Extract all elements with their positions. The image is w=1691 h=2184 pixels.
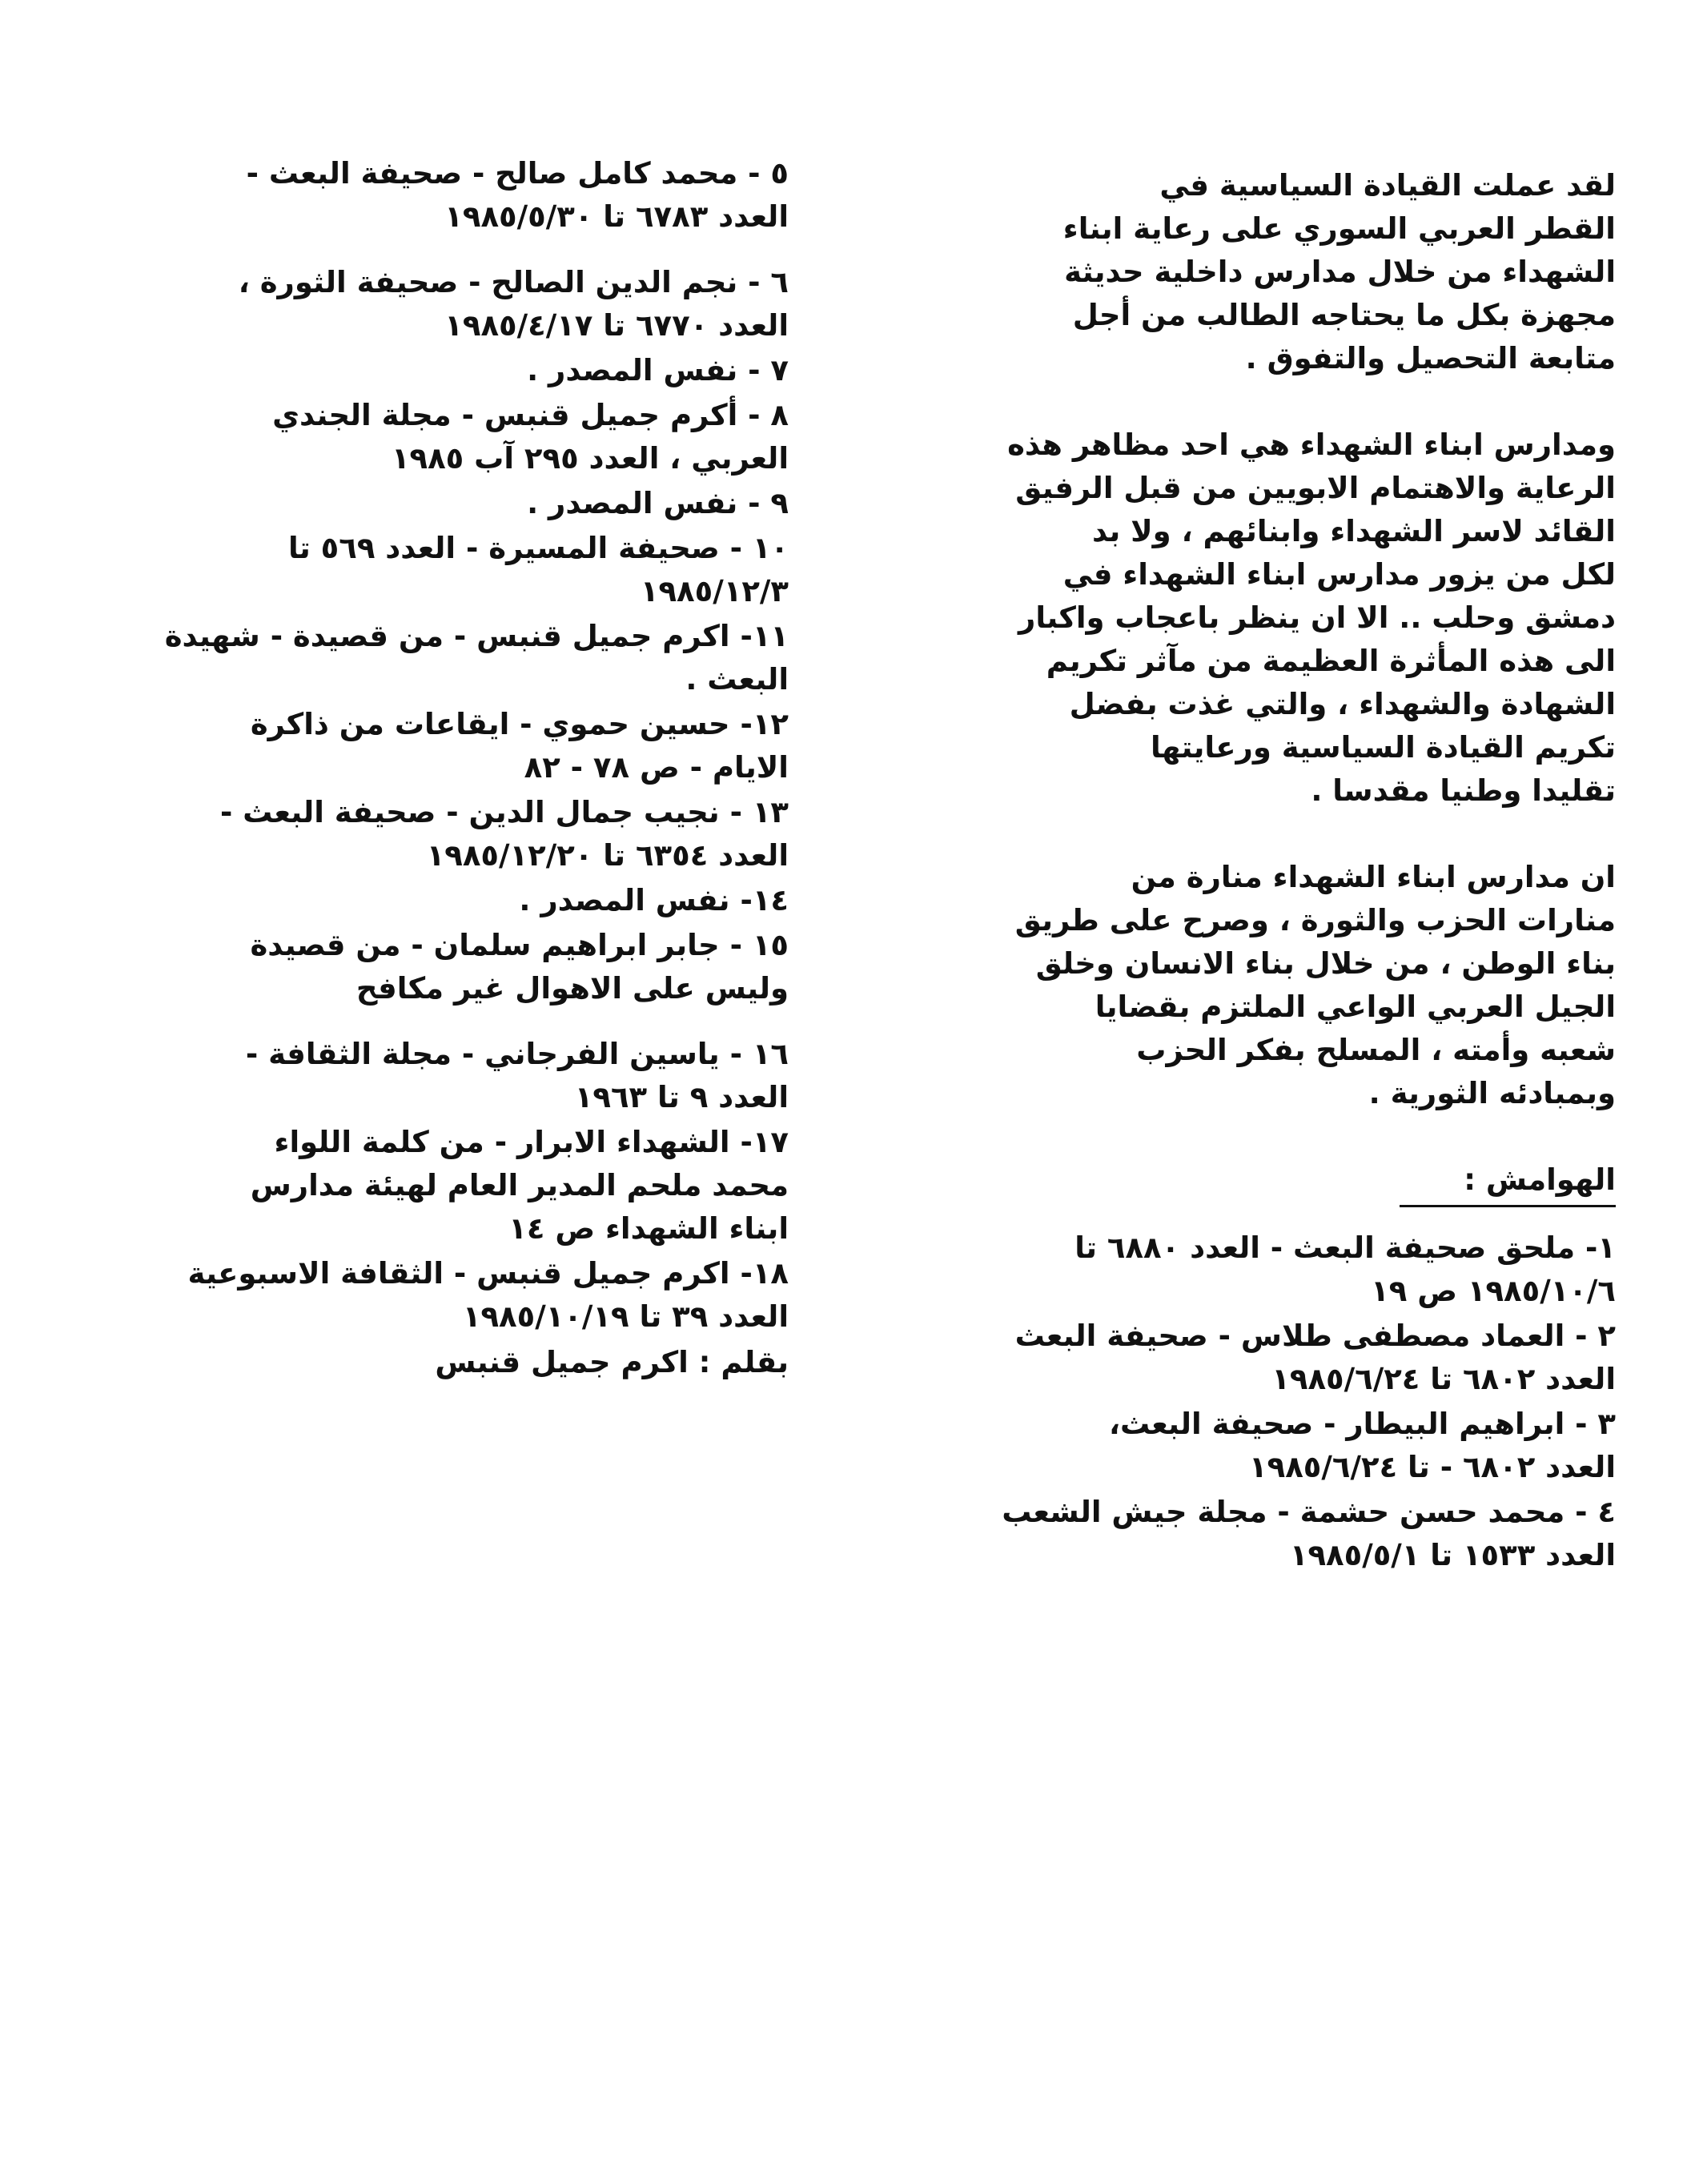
- footnote-item: [68, 261, 789, 347]
- paragraph-line: القطر العربي السوري على رعاية ابناء: [1062, 211, 1616, 246]
- paragraph-3: [879, 856, 1616, 1115]
- paragraph-line: ان مدارس ابناء الشهداء منارة من: [1131, 860, 1616, 894]
- paragraph-line: منارات الحزب والثورة ، وصرح على طريق: [1014, 903, 1616, 937]
- footnote-line: ٩ - نفس المصدر .: [527, 486, 789, 520]
- footnotes-column: [68, 152, 789, 1340]
- paragraph-1: [879, 164, 1616, 380]
- footnote-line: العدد ٦٨٠٢ تا ١٩٨٥/٦/٢٤: [1271, 1362, 1616, 1396]
- footnote-line: العدد ٦٣٥٤ تا ١٩٨٥/١٢/٢٠: [426, 838, 789, 873]
- footnote-line: ١٦ - ياسين الفرجاني - مجلة الثقافة -: [245, 1037, 789, 1071]
- paragraph-2: [879, 424, 1616, 813]
- footnote-line: وليس على الاهوال غير مكافح: [355, 971, 789, 1006]
- footnote-line: ١٧- الشهداء الابرار - من كلمة اللواء: [274, 1125, 789, 1159]
- footnote-item: [68, 791, 789, 877]
- footnote-item: [879, 1403, 1616, 1489]
- footnote-item: [68, 1033, 789, 1119]
- footnote-item: [68, 394, 789, 480]
- footnote-item: [68, 924, 789, 1010]
- footnotes-list-left: [68, 152, 789, 1339]
- footnotes-divider: [1400, 1205, 1616, 1207]
- footnotes-heading: الهوامش :: [1464, 1162, 1616, 1197]
- footnote-line: ١٤- نفس المصدر .: [519, 883, 789, 917]
- footnote-line: ٤ - محمد حسن حشمة - مجلة جيش الشعب: [1002, 1495, 1616, 1529]
- footnote-line: ٧ - نفس المصدر .: [527, 353, 789, 387]
- footnote-line: العدد ٦٧٨٣ تا ١٩٨٥/٥/٣٠: [444, 199, 789, 234]
- footnote-line: العدد ٦٨٠٢ - تا ١٩٨٥/٦/٢٤: [1249, 1450, 1616, 1484]
- paragraph-line: الشهداء من خلال مدارس داخلية حديثة: [1064, 255, 1616, 289]
- footnote-line: ١٢- حسين حموي - ايقاعات من ذاكرة: [250, 707, 789, 741]
- footnote-line: ١١- اكرم جميل قنبس - من قصيدة - شهيدة: [164, 619, 789, 653]
- footnote-line: ١٩٨٥/١٠/٦ ص ١٩: [1371, 1274, 1616, 1308]
- footnote-item: [68, 482, 789, 525]
- footnote-line: ابناء الشهداء ص ١٤: [508, 1211, 789, 1246]
- footnote-item: [879, 1226, 1616, 1313]
- footnote-item: [68, 615, 789, 701]
- footnote-item: [68, 527, 789, 613]
- footnote-line: ١٥ - جابر ابراهيم سلمان - من قصيدة: [250, 928, 789, 962]
- footnote-line: الايام - ص ٧٨ - ٨٢: [524, 750, 789, 785]
- paragraph-line: متابعة التحصيل والتفوق .: [1245, 341, 1616, 375]
- footnote-line: ٦ - نجم الدين الصالح - صحيفة الثورة ،: [238, 265, 789, 299]
- footnote-line: ١٨- اكرم جميل قنبس - الثقافة الاسبوعية: [187, 1256, 789, 1291]
- footnote-line: العربي ، العدد ٢٩٥ آب ١٩٨٥: [391, 441, 789, 476]
- footnote-item: [68, 152, 789, 239]
- footnote-item: [879, 1491, 1616, 1577]
- paragraph-line: الى هذه المأثرة العظيمة من مآثر تكريم: [1046, 644, 1616, 678]
- footnote-item: [68, 349, 789, 392]
- paragraph-line: تكريم القيادة السياسية ورعايتها: [1151, 730, 1616, 765]
- paragraph-line: لكل من يزور مدارس ابناء الشهداء في: [1062, 557, 1616, 592]
- footnote-line: العدد ٣٩ تا ١٩٨٥/١٠/١٩: [462, 1299, 789, 1334]
- footnote-line: العدد ٩ تا ١٩٦٣: [574, 1080, 789, 1114]
- paragraph-line: الجيل العربي الواعي الملتزم بقضايا: [1095, 990, 1616, 1024]
- paragraph-line: شعبه وأمته ، المسلح بفكر الحزب: [1136, 1033, 1616, 1067]
- footnote-line: ٢ - العماد مصطفى طلاس - صحيفة البعث: [1014, 1319, 1616, 1353]
- paragraph-line: تقليدا وطنيا مقدسا .: [1311, 773, 1616, 808]
- footnote-line: ١٣ - نجيب جمال الدين - صحيفة البعث -: [219, 795, 789, 829]
- footnote-item: [68, 1252, 789, 1339]
- article-column: [879, 164, 1616, 1579]
- paragraph-line: بناء الوطن ، من خلال بناء الانسان وخلق: [1035, 946, 1616, 981]
- author-byline: بقلم : اكرم جميل قنبس: [435, 1345, 789, 1379]
- footnote-line: ١٩٨٥/١٢/٣: [640, 574, 789, 608]
- paragraph-line: لقد عملت القيادة السياسية في: [1159, 168, 1616, 203]
- footnote-item: [879, 1315, 1616, 1401]
- paragraph-line: الشهادة والشهداء ، والتي غذت بفضل: [1069, 687, 1616, 721]
- paragraph-line: دمشق وحلب .. الا ان ينظر باعجاب واكبار: [1018, 600, 1616, 635]
- paragraph-line: مجهزة بكل ما يحتاجه الطالب من أجل: [1072, 298, 1616, 332]
- paragraph-line: القائد لاسر الشهداء وابنائهم ، ولا بد: [1091, 514, 1616, 548]
- footnote-line: ١- ملحق صحيفة البعث - العدد ٦٨٨٠ تا: [1074, 1231, 1616, 1265]
- paragraph-line: ومدارس ابناء الشهداء هي احد مظاهر هذه: [1007, 428, 1616, 462]
- footnote-item: [68, 879, 789, 922]
- footnote-line: ٥ - محمد كامل صالح - صحيفة البعث -: [246, 156, 789, 191]
- footnote-line: العدد ١٥٣٣ تا ١٩٨٥/٥/١: [1289, 1538, 1616, 1572]
- paragraph-line: الرعاية والاهتمام الابويين من قبل الرفيق: [1015, 471, 1616, 505]
- footnote-line: ٨ - أكرم جميل قنبس - مجلة الجندي: [272, 398, 789, 432]
- footnote-line: العدد ٦٧٧٠ تا ١٩٨٥/٤/١٧: [444, 308, 789, 343]
- footnotes-list-right: [879, 1226, 1616, 1577]
- footnote-line: محمد ملحم المدير العام لهيئة مدارس: [250, 1168, 789, 1202]
- paragraph-line: وبمبادئه الثورية .: [1368, 1076, 1616, 1110]
- footnote-item: [68, 703, 789, 789]
- footnote-item: [68, 1121, 789, 1251]
- footnote-line: البعث .: [685, 662, 789, 697]
- footnote-line: ١٠ - صحيفة المسيرة - العدد ٥٦٩ تا: [287, 531, 789, 565]
- footnote-line: ٣ - ابراهيم البيطار - صحيفة البعث،: [1108, 1407, 1616, 1441]
